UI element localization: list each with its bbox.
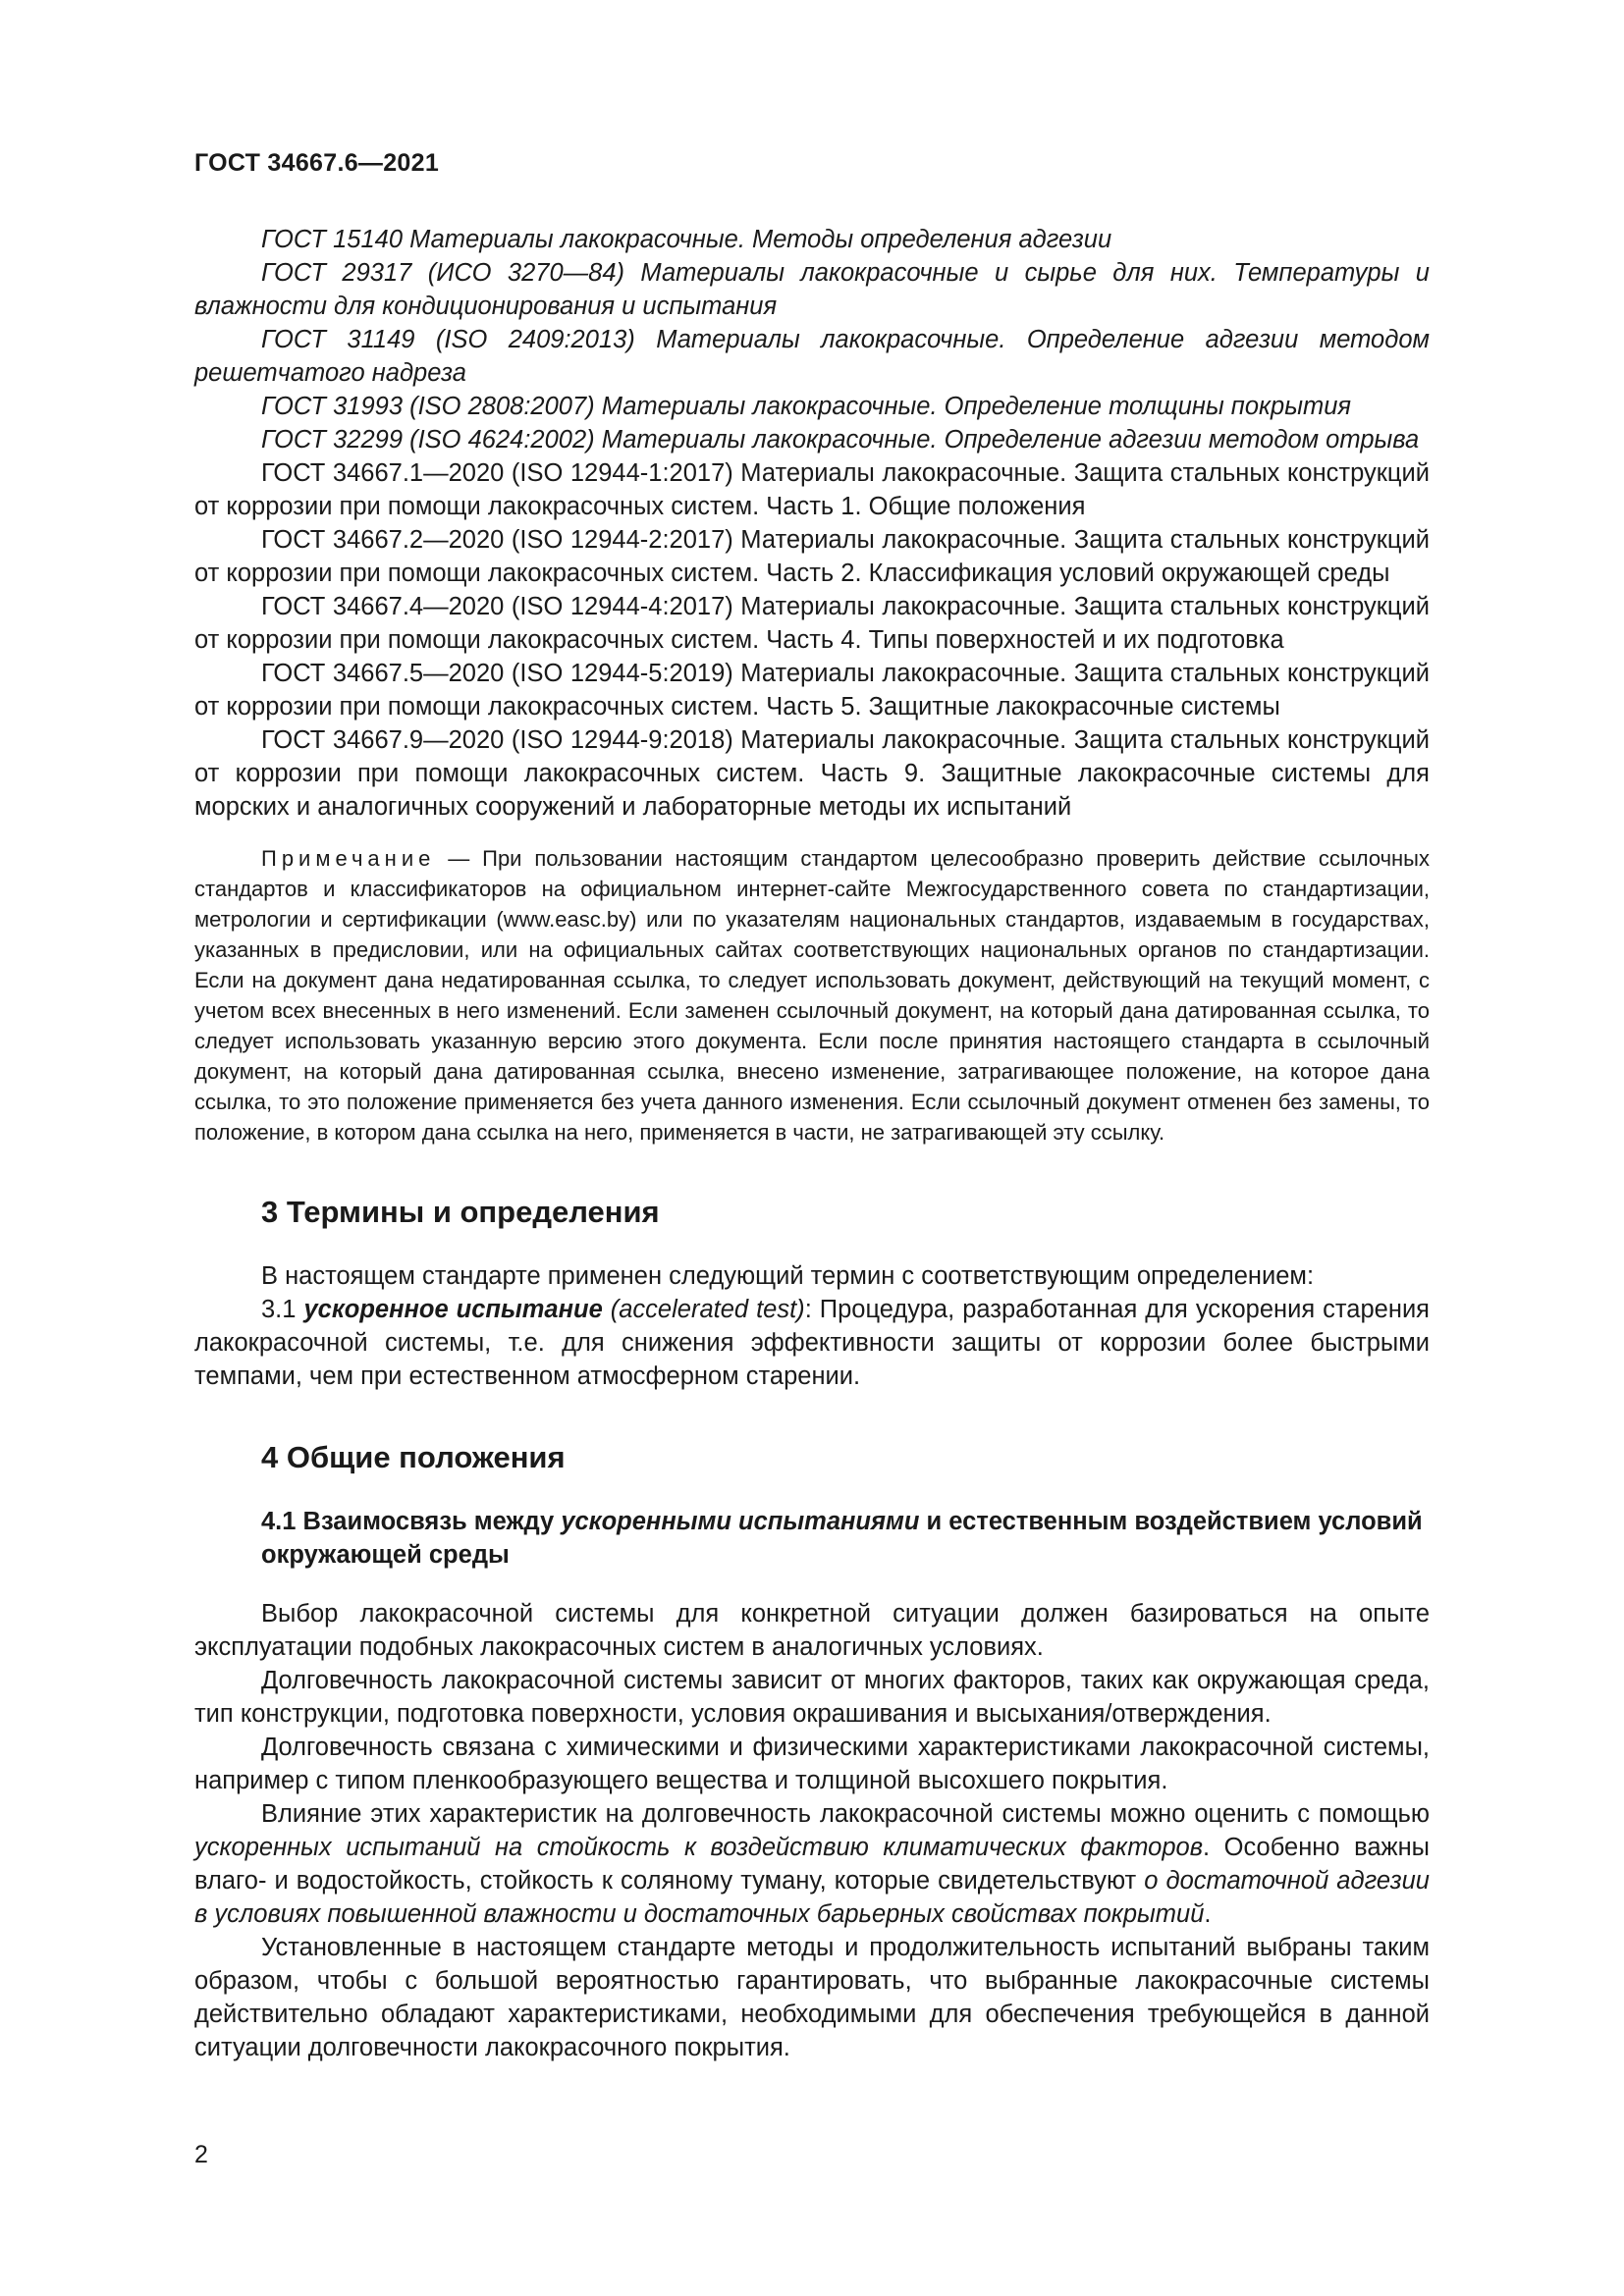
page-number: 2 [194,2141,208,2168]
section-3-title: 3 Термины и определения [261,1195,660,1229]
section-4-title: 4 Общие положения [261,1440,566,1474]
reference-entry: ГОСТ 34667.1—2020 (ISO 12944-1:2017) Материалы лакокрасочные. Защита стальных конструкций от коррозии при помощи лакокрасочных систем. Часть 1. Общие положения [194,459,1430,520]
reference-entry: ГОСТ 15140 Материалы лакокрасочные. Методы определения адгезии [261,226,1112,253]
reference-entry: ГОСТ 34667.4—2020 (ISO 12944-4:2017) Материалы лакокрасочные. Защита стальных конструкций от коррозии при помощи лакокрасочных систем. Часть 4. Типы поверхностей и их подготовка [194,593,1430,654]
body-paragraph: Установленные в настоящем стандарте методы и продолжительность испытаний выбраны таким образом, чтобы с большой вероятностью гарантировать, что выбранные лакокрасочные системы действительно обладают характеристиками, необходимыми для обеспечения требующейся в данной ситуации долговечности лакокрасочного покрытия. [194,1934,1430,2061]
definition-3-1 [194,1293,1430,1393]
paragraph-text: . Особенно важны влаго- и водостойкость, стойкость к соляному туману, которые свидетельствуют [194,1834,1430,1895]
document-code-header: ГОСТ 34667.6—2021 [194,149,440,177]
body-paragraph: Долговечность связана с химическими и физическими характеристиками лакокрасочной системы, например с типом пленкообразующего вещества и толщиной высохшего покрытия. [194,1734,1430,1794]
definition-number: 3.1 [261,1296,304,1323]
reference-entry: ГОСТ 31993 (ISO 2808:2007) Материалы лакокрасочные. Определение толщины покрытия [261,393,1352,420]
note-dash: — [435,846,483,871]
section-3-intro: В настоящем стандарте применен следующий термин с соответствующим определением: [261,1262,1315,1290]
subsection-4-1-title [261,1505,1430,1572]
subsection-title-part: и естественным воздействием условий окружающей среды [261,1508,1423,1569]
page-content [194,223,1430,2064]
reference-entry: ГОСТ 29317 (ИСО 3270—84) Материалы лакокрасочные и сырье для них. Температуры и влажности для кондиционирования и испытания [194,259,1430,320]
subsection-title-emphasis: ускоренными испытаниями [561,1508,920,1535]
definition-english-term: (accelerated test) [602,1296,805,1323]
definition-colon: : [804,1296,812,1323]
reference-entry: ГОСТ 32299 (ISO 4624:2002) Материалы лакокрасочные. Определение адгезии методом отрыва [261,426,1420,454]
reference-entry: ГОСТ 34667.9—2020 (ISO 12944-9:2018) Материалы лакокрасочные. Защита стальных конструкций от коррозии при помощи лакокрасочных систем. Часть 9. Защитные лакокрасочные системы для морских и аналогичных сооружений и лабораторные методы их испытаний [194,726,1430,821]
subsection-title-part: 4.1 Взаимосвязь между [261,1508,562,1535]
definition-text: Процедура, разработанная для ускорения старения лакокрасочной системы, т.е. для снижения эффективности защиты от коррозии более быстрыми темпами, чем при естественном атмосферном старении. [194,1296,1430,1390]
reference-entry: ГОСТ 34667.5—2020 (ISO 12944-5:2019) Материалы лакокрасочные. Защита стальных конструкций от коррозии при помощи лакокрасочных систем. Часть 5. Защитные лакокрасочные системы [194,660,1430,721]
note-text: При пользовании настоящим стандартом целесообразно проверить действие ссылочных стандартов и классификаторов на официальном интернет-сайте Межгосударственного совета по стандартизации, метрологии и сертификации (www.easc.by) или по указателям национальных стандартов, издаваемым в государствах, указанных в предисловии, или на официальных сайтах соответствующих национальных органов по стандартизации. Если на документ дана недатированная ссылка, то следует использовать документ, действующий на текущий момент, с учетом всех внесенных в него изменений. Если заменен ссылочный документ, на который дана датированная ссылка, то следует использовать указанную версию этого документа. Если после принятия настоящего стандарта в ссылочный документ, на который дана датированная ссылка, внесено изменение, затрагивающее положение, на которое дана ссылка, то это положение применяется без учета данного изменения. Если ссылочный документ отменен без замены, то положение, в котором дана ссылка на него, применяется в части, не затрагивающей эту ссылку. [194,846,1430,1145]
note-label: Примечание [261,846,436,871]
paragraph-emphasis: ускоренных испытаний на стойкость к воздействию климатических факторов [194,1834,1204,1861]
reference-entry: ГОСТ 34667.2—2020 (ISO 12944-2:2017) Материалы лакокрасочные. Защита стальных конструкций от коррозии при помощи лакокрасочных систем. Часть 2. Классификация условий окружающей среды [194,526,1430,587]
paragraph-text: Влияние этих характеристик на долговечность лакокрасочной системы можно оценить с помощью [261,1800,1430,1828]
paragraph-emphasis: о достаточной адгезии в условиях повышенной влажности и достаточных барьерных свойствах покрытий [194,1867,1430,1928]
body-paragraph [194,1797,1430,1931]
body-paragraph: Выбор лакокрасочной системы для конкретной ситуации должен базироваться на опыте эксплуатации подобных лакокрасочных систем в аналогичных условиях. [194,1600,1430,1661]
paragraph-text: . [1204,1900,1212,1928]
definition-term: ускоренное испытание [303,1296,603,1323]
body-paragraph: Долговечность лакокрасочной системы зависит от многих факторов, таких как окружающая среда, тип конструкции, подготовка поверхности, условия окрашивания и высыхания/отверждения. [194,1667,1430,1728]
reference-entry: ГОСТ 31149 (ISO 2409:2013) Материалы лакокрасочные. Определение адгезии методом решетчатого надреза [194,326,1430,387]
note-paragraph [194,843,1430,1148]
